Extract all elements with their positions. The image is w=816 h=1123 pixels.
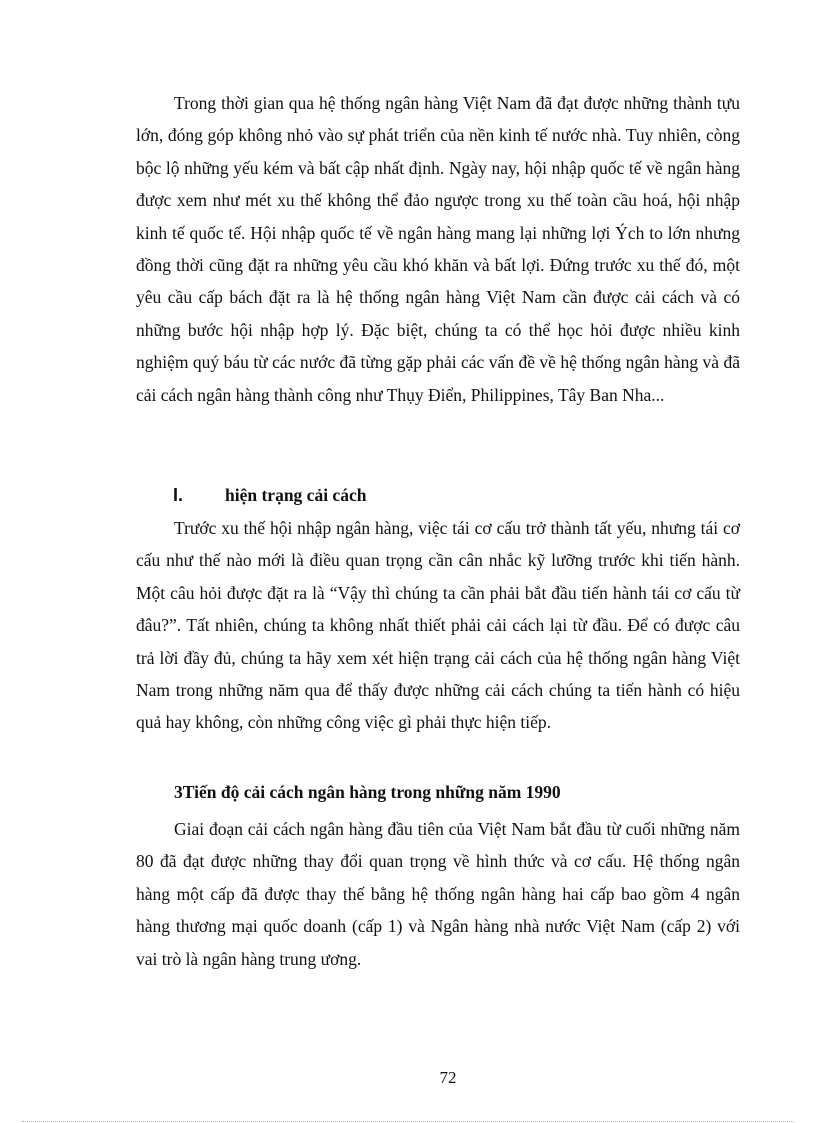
paragraph-reform-progress: Giai đoạn cải cách ngân hàng đầu tiên của Việt Nam bắt đầu từ cuối những năm 80 đã đạt được những thay đổi quan trọng về hình thức và cơ cấu. Hệ thống ngân hàng một cấp đã được thay thế bằng hệ thống ngân hàng hai cấp bao gồm 4 ngân hàng thương mại quốc doanh (cấp 1) và Ngân hàng nhà nước Việt Nam (cấp 2) với vai trò là ngân hàng trung ương. [136, 819, 740, 969]
paragraph-intro: Trong thời gian qua hệ thống ngân hàng Việt Nam đã đạt được những thành tựu lớn, đóng góp không nhỏ vào sự phát triển của nền kinh tế nước nhà. Tuy nhiên, còng bộc lộ những yếu kém và bất cập nhất định. Ngày nay, hội nhập quốc tế về ngân hàng được xem như mét xu thế không thể đảo ngược trong xu thế toàn cầu hoá, hội nhập kinh tế quốc tế. Hội nhập quốc tế về ngân hàng mang lại những lợi Ých to lớn nhưng đồng thời cũng đặt ra những yêu cầu khó khăn và bất lợi. Đứng trước xu thế đó, một yêu cầu cấp bách đặt ra là hệ thống ngân hàng Việt Nam cần được cải cách và có những bước hội nhập hợp lý. Đặc biệt, chúng ta có thể học hỏi được nhiều kinh nghiệm quý báu từ các nước đã từng gặp phải các vấn đề về hệ thống ngân hàng và đã cải cách ngân hàng thành công như Thụy Điển, Philippines, Tây Ban Nha... [136, 93, 740, 405]
subsection-heading: 3Tiến độ cải cách ngân hàng trong những năm 1990 [174, 782, 561, 802]
section-heading [173, 481, 366, 509]
page-number: 72 [439, 1068, 457, 1087]
footer-divider [22, 1121, 794, 1122]
paragraph-current-state: Trước xu thế hội nhập ngân hàng, việc tái cơ cấu trở thành tất yếu, nhưng tái cơ cấu như thế nào mới là điều quan trọng cần cân nhắc kỹ lưỡng trước khi tiến hành. Một câu hỏi được đặt ra là “Vậy thì chúng ta cần phải bắt đầu tiến hành tái cơ cấu từ đâu?”. Tất nhiên, chúng ta không nhất thiết phải cải cách lại từ đầu. Để có được câu trả lời đầy đủ, chúng ta hãy xem xét hiện trạng cải cách của hệ thống ngân hàng Việt Nam trong những năm qua để thấy được những cải cách chúng ta tiến hành có hiệu quả hay không, còn những công việc gì phải thực hiện tiếp. [136, 518, 740, 733]
section-title: hiện trạng cải cách [225, 485, 367, 505]
section-number: I. [173, 485, 184, 505]
